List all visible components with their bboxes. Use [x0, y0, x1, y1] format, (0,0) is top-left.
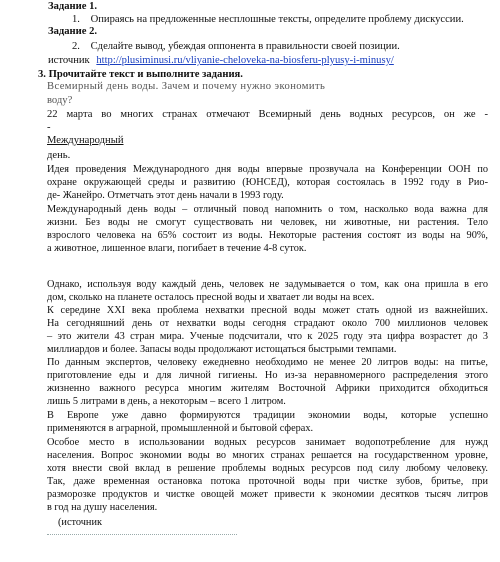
source-line — [48, 55, 394, 67]
task2-heading: Задание 2. — [48, 26, 98, 37]
p2-line2: жизни. Без воды не смогут существовать ни человек, ни животные, ни растения. Тело — [47, 217, 488, 228]
p6-line1: В Европе уже давно формируются традиции экономии воды, которые успешно — [47, 410, 488, 421]
p4-line4: миллиардов и более. Запасы воды продолжают истощаться быстрыми темпами. — [47, 344, 397, 355]
p1-line3: де- Жанейро. Отметчать этот день начали в 1993 году. — [47, 190, 284, 201]
p7-line2: населения. Вопрос экономии воды во многих странах решается на государственном уровне, — [47, 450, 488, 461]
p5-line1: По данным экспертов, человеку ежедневно необходимо не менее 20 литров воды: на питье, — [47, 357, 488, 368]
p3-line1: Однако, используя воду каждый день, человек не задумывается о том, как она пришла в его — [47, 279, 488, 290]
article-source-label: (источник — [58, 517, 102, 528]
article-title-line2: воду? — [47, 95, 73, 106]
p7-line6: в год на душу населения. — [47, 502, 158, 513]
task3-heading: 3. Прочитайте текст и выполните задания. — [38, 69, 243, 80]
task1-text: Опираясь на предложенные несплошные тексты, определите проблему дискуссии. — [90, 14, 464, 25]
p6-line2: применяются в аграрной, промышленной и бытовой сферах. — [47, 423, 314, 434]
p3-line2: дом, сколько на планете осталось пресной воды и хватает ли воды на всех. — [47, 292, 375, 303]
task2-number: 2. — [72, 41, 80, 52]
p2-line4: а животное, лишенное влаги, погибает в течение 4-8 суток. — [47, 243, 307, 254]
intro-line3: день. — [47, 150, 71, 161]
p4-line3: – это жители 43 стран мира. Ученые подсчитали, что к 2025 году эта цифра возрастет до 3 — [47, 331, 488, 342]
p1-line2: охране окружающей среды и развитию (ЮНСЕД), которая состоялась в 1992 году в Рио- — [47, 177, 488, 188]
p4-line2: На сегодняшний день от нехватки воды сегодня страдают около 700 миллионов человек — [47, 318, 488, 329]
p5-line2: приготовление еды и для личной гигиены. Но из-за неравномерного распределения этого — [47, 370, 488, 381]
intro-line1: 22 марта во многих странах отмечают Всемирный день водных ресурсов, он же - — [47, 109, 488, 120]
article-title-line1: Всемирный день воды. Зачем и почему нужно экономить — [47, 81, 326, 92]
p2-line3: взрослого человека на 65% состоит из воды. Некоторые растения состоят из воды на 90%, — [47, 230, 488, 241]
p5-line3: жизненно важного ресурса многим жителям Восточной Африки приходится обходиться — [47, 383, 488, 394]
p1-line1: Идея проведения Международного дня воды впервые прозвучала на Конференции ООН по — [47, 164, 488, 175]
task2-item — [72, 41, 400, 53]
source-link[interactable]: http://plusiminusi.ru/vliyanie-cheloveka-na-biosferu-plyusy-i-minusy/ — [96, 55, 394, 66]
task1-heading: Задание 1. — [48, 1, 98, 12]
source-label: источник — [48, 55, 90, 66]
intro-dash: - — [47, 122, 51, 133]
p2-line1: Международный день воды – отличный повод напомнить о том, насколько вода важна для — [47, 204, 488, 215]
p4-line1: К середине XXI века проблема нехватки пресной воды может стать одной из важнейших. — [47, 305, 488, 316]
p5-line4: лишь 5 литрами в день, а некоторым – всего 1 литром. — [47, 396, 286, 407]
p7-line1: Особое место в использовании водных ресурсов занимает водопотребление для нужд — [47, 437, 488, 448]
task1-item — [72, 14, 464, 26]
cut-off-source-link — [47, 534, 237, 535]
p7-line4: Так, даже временная остановка потока проточной воды при чистке зубов, бритье, при — [47, 476, 488, 487]
task1-number: 1. — [72, 14, 80, 25]
p7-line5: разморозке продуктов и чистке овощей может привести к экономии десятков тысяч литров — [47, 489, 488, 500]
intro-line2: Международный — [47, 135, 124, 146]
task2-text: Сделайте вывод, убеждая оппонента в правильности своей позиции. — [90, 41, 400, 52]
p7-line3: хотя внести свой вклад в решение проблемы водных ресурсов под силу любому человеку. — [47, 463, 488, 474]
